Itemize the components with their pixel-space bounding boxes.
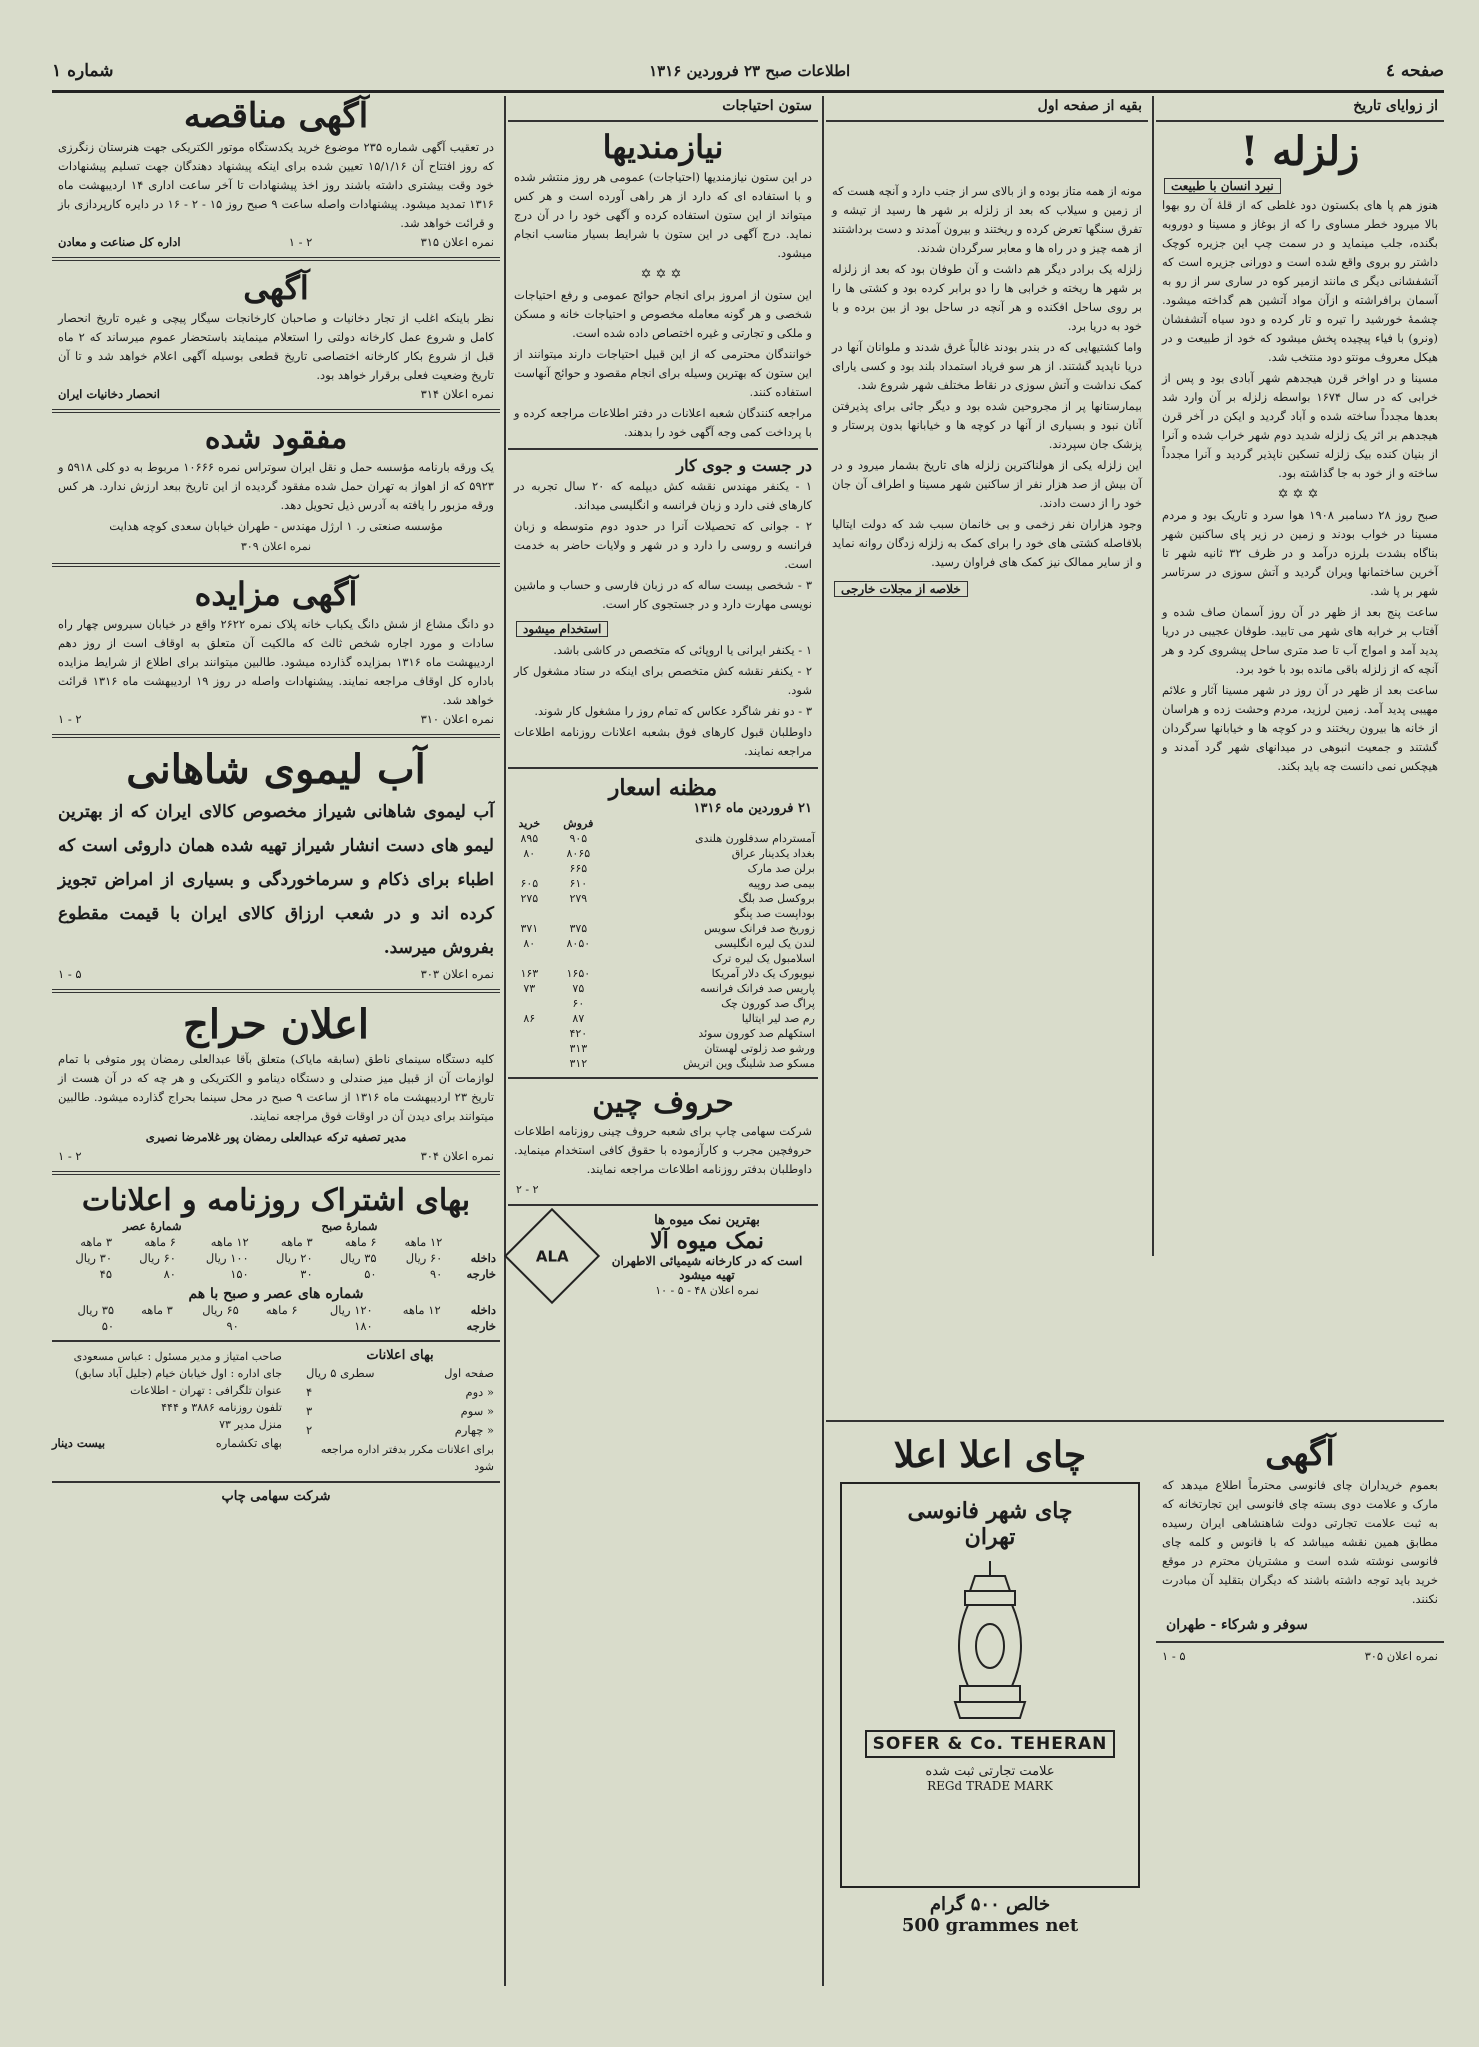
huruf-number: ۲ - ۲: [516, 1183, 539, 1196]
needs-paragraph: خوانندگان محترمی که از این قبیل احتیاجات دارند میتوانند از این ستون که بهترین وسیله برای انجام مقصود و حوائج آنهاست استفاده کنند.: [514, 347, 812, 399]
fx-buy: ۸۰: [523, 847, 536, 860]
needs-title: نیازمندیها: [602, 128, 724, 166]
ad3-address: مؤسسه صنعتی ر. ۱ ارژل مهندس - طهران خیابان سعدی کوچه هدایت: [109, 519, 443, 533]
price-cell: ۹۰: [430, 1267, 443, 1281]
price-cell: ۹۰: [226, 1319, 239, 1333]
price-cell: ۱۲۰ ریال: [329, 1303, 373, 1317]
price-cell: ۳۵ ریال: [77, 1303, 115, 1317]
ad6-number: نمره اعلان ۳۰۴: [420, 1149, 494, 1163]
fx-row: [508, 921, 818, 936]
reg-en: REGd TRADE MARK: [927, 1779, 1053, 1793]
article-paragraph: هنوز هم پا های بکستون دود غلطی که از قلهٔ آن رو بهوا بالا میرود خطر مساوی را که از بوغاز و مسینا و دوروبه بگنده، جلب مینماید و در سمت چپ این جزیره کوچک داشتر رو بروی واقع شده است و دورانی جزیره است که آتشفشانی دیگر ی مانند ازمیر کوه در ساری سر از رو به آسمان برافراشته و ازآن مواد آتشین هم گداخته میشود. چشمهٔ خورشید را تیره و تار کرده و دود سیاه آتشفشان (ونرو) با فیاء پیچیده پخش میشود که خود از طبیعت و در هیکل معروف مونتو دود منتخب شد.: [1162, 198, 1438, 364]
ad-price-page: « دوم: [465, 1385, 494, 1399]
price-cell: ۱۰۰ ریال: [205, 1251, 249, 1265]
article-paragraph: زلزله یک برادر دیگر هم داشت و آن طوفان بود که بعد از زلزله بر شهر ها ریخته و خرابی ها را دو برابر کرده بود و کشتی ها را بر روی ساحل افکنده و هر آنچه در ساحل بود از بین برده و با خود به دریا برد.: [832, 262, 1142, 333]
article-paragraph: وجود هزاران نفر زخمی و بی خانمان سبب شد که دولت ایتالیا بلافاصله کشتی های خود را برای کمک به زلزله زدگان روانه نماید و از سایر ممالک نیز کمک های فراوان رسید.: [832, 517, 1142, 569]
hire-item: ۳ - دو نفر شاگرد عکاس که تمام روز را مشغول کار شوند.: [534, 704, 812, 718]
fx-row: [508, 1011, 818, 1026]
fx-name: آمستردام سدفلورن هلندی: [694, 832, 815, 845]
fx-name: استکهلم صد کورون سوئد: [698, 1027, 815, 1040]
article-paragraph: بیمارستانها پر از مجروحین شده بود و دیگر جائی برای پذیرفتن آنان نبود و بسیاری از آنها در کوچه ها و خیابانها بدون پرستار و پزشک جان سپردند.: [832, 399, 1142, 451]
reg-fa: علامت تجارتی ثبت شده: [925, 1764, 1055, 1779]
separator-stars: ✡✡✡: [1277, 487, 1323, 502]
ad-price-value: سطری ۵ ریال: [306, 1366, 375, 1380]
publisher-phone: تلفون روزنامه ۳۸۸۶ و ۴۴۴: [161, 1401, 282, 1414]
fx-buy: ۳۷۱: [520, 922, 539, 935]
fx-buy: ۸۰: [523, 937, 536, 950]
both-table: [52, 1302, 500, 1334]
job-search-heading: در جست و جوی کار: [676, 456, 812, 475]
job-item: ۱ - یکنفر مهندس نقشه کش دیپلمه که ۲۰ سال تجربه در کارهای فنی دارد و زبان فرانسه و انگلیسی میداند.: [514, 479, 812, 512]
fx-name: بوداپست صد پنگو: [734, 907, 815, 920]
fx-buy: [508, 951, 551, 966]
column-divider: [1152, 96, 1154, 1256]
ad3-text: یک ورقه بارنامه مؤسسه حمل و نقل ایران سوتراس نمره ۱۰۶۶۶ مربوط به دو کلی ۵۹۱۸ و ۵۹۲۳ که از اهواز به تهران حمل شده مفقود گردیده از این تاریخ ببعد ارزش ندارد. هر کس ورقه مزبور را یافته به آدرس ذیل تحویل دهد.: [58, 460, 494, 512]
ala-title: نمک میوه آلا: [650, 1228, 764, 1254]
fx-name: پاریس صد فرانک فرانسه: [700, 982, 815, 995]
publisher-owner: صاحب امتیاز و مدیر مسئول : عباس مسعودی: [73, 1350, 282, 1363]
printer: شرکت سهامی چاپ: [221, 1489, 331, 1504]
fx-sell: ۶۱۰: [569, 877, 588, 890]
fx-sell-header: فروش: [563, 817, 594, 830]
fx-row: [508, 1041, 818, 1056]
column-divider: [504, 96, 506, 1986]
ad6-pages: ۲ - ۱: [58, 1149, 82, 1163]
publisher-telegraph: عنوان تلگرافی : تهران - اطلاعات: [130, 1384, 282, 1397]
hiring-heading: استخدام میشود: [516, 621, 608, 637]
article-paragraph: ساعت بعد از ظهر در آن روز در شهر مسینا آثار و علائم مهیبی پدید آمد. زمین لرزید، مردم وحشت زده و هراسان از خانه ها بیرون ریختند و در کوچه ها و خیابانها سرگردان گشتند و جمعیت انبوهی در میدانهای شهر گرد آمدند و هیچکس نمی دانست چه باید بکند.: [1162, 683, 1438, 773]
ad-price-page: « چهارم: [454, 1423, 494, 1437]
publisher-home-phone: منزل مدیر ۷۳: [219, 1418, 282, 1431]
ala-logo: ALA: [535, 1247, 569, 1265]
ala-ad: [508, 1212, 818, 1300]
evening-header: شمارهٔ عصر: [123, 1219, 182, 1233]
ad-number: نمره اعلان ۳۰۵: [1364, 1649, 1438, 1663]
chai-adv-title: آگهی: [1265, 1434, 1335, 1474]
ad1-pages: ۲ - ۱: [288, 235, 313, 249]
single-copy-price: بیست دینار: [52, 1436, 106, 1450]
ad4-number: نمره اعلان ۳۱۰: [420, 712, 494, 726]
fx-sell: ۶۰: [572, 997, 585, 1010]
fx-sell: ۱۶۵۰: [566, 967, 591, 980]
ad-price-value: ۲: [306, 1423, 313, 1437]
source-label: خلاصه از مجلات خارجی: [834, 581, 968, 597]
issue-number: شماره ۱: [52, 61, 114, 81]
row-label: خارجه: [466, 1267, 496, 1281]
chai-title: چای اعلا اعلا: [893, 1434, 1087, 1476]
fx-buy: [508, 906, 551, 921]
fx-name: نیویورک یک دلار آمریکا: [711, 967, 815, 980]
fx-name: مسکو صد شلینگ وین اتریش: [683, 1057, 815, 1070]
article-paragraph: مونه از همه متاز بوده و از بالای سر از جنب دارد و آنچه هست که از زمین و سیلاب که بعد از زلزله بر شهر ها رسید از تیشه و تفرق سنگها تعرض کرده و ریختند و بیرون آمدند و دست برداشتند از همه چیز و در راه ها و معابر سرگردان شدند.: [832, 184, 1142, 255]
sofer-brand: SOFER & Co. TEHERAN: [865, 1730, 1116, 1758]
issue-date: اطلاعات صبح ۲۳ فروردین ۱۳۱۶: [649, 62, 851, 80]
fx-buy: [508, 1041, 551, 1056]
fx-sell: [551, 951, 606, 966]
fx-sell: ۳۷۵: [569, 922, 588, 935]
section-label: از زوایای تاریخ: [1353, 98, 1438, 114]
fx-sell: ۳۱۳: [569, 1042, 588, 1055]
ad2-title: آگهی: [243, 269, 309, 307]
fx-sell: ۳۱۲: [569, 1057, 588, 1070]
ad-price-value: ۳: [306, 1404, 313, 1418]
price-cell: ۱۵۰: [230, 1267, 249, 1281]
fx-row: [508, 831, 818, 846]
fx-sell: ۸۰۵۰: [566, 937, 591, 950]
fx-row: [508, 1026, 818, 1041]
fx-name: ورشو صد زلوتی لهستان: [704, 1042, 815, 1055]
ad3-title: مفقود شده: [204, 421, 348, 456]
ad-price-page: « سوم: [460, 1404, 494, 1418]
fx-buy: [508, 1056, 551, 1071]
fx-sell: ۹۰۵: [569, 832, 588, 845]
ad2-number: نمره اعلان ۳۱۴: [420, 387, 494, 401]
ad-pages: ۵ - ۱: [1162, 1649, 1186, 1663]
column-divider: [822, 96, 824, 1986]
needs-column: [508, 96, 818, 1300]
ad3-number: نمره اعلان ۳۰۹: [240, 540, 312, 553]
fx-sell: [551, 906, 606, 921]
ad6-sign: مدیر تصفیه ترکه عبدالعلی رمضان پور غلامرضا نصیری: [145, 1130, 407, 1144]
ad4-pages: ۲ - ۱: [58, 712, 82, 726]
hire-item: داوطلبان قبول کارهای فوق بشعبه اعلانات روزنامه اطلاعات مراجعه نمایند.: [514, 725, 812, 758]
fx-row: [508, 861, 818, 876]
ads-column: [52, 96, 500, 1504]
chai-label: [840, 1482, 1140, 1888]
period-label: ۶ ماهه: [344, 1235, 377, 1249]
huruf-title: حروف چین: [592, 1085, 734, 1120]
fx-sell: ۴۲۰: [569, 1027, 588, 1040]
ad1-number: نمره اعلان ۳۱۵: [420, 235, 494, 249]
fx-name: بروکسل صد بلگ: [738, 892, 815, 905]
fx-buy-header: خرید: [518, 817, 541, 830]
ad6-title: اعلان حراج: [183, 1001, 369, 1048]
period-label: ۳ ماهه: [280, 1235, 313, 1249]
fx-date: ۲۱ فروردین ماه ۱۳۱۶: [693, 801, 812, 816]
fx-sell: ۲۷۹: [569, 892, 588, 905]
ad5-text: آب لیموی شاهانی شیراز مخصوص کالای ایران که از بهترین لیمو های دست انشار شیراز تهیه شده همان داروئی است که اطباء برای ذکام و سرماخوردگی و بسیاری از امراض تجویز کرده اند و در شعب ارزاق کالای ایران با قیمت مقطوع بفروش میرسد.: [58, 802, 494, 958]
fx-title: مظنه اسعار: [608, 775, 718, 801]
ad5-title: آب لیموی شاهانی: [126, 746, 426, 793]
fx-name: پراگ صد کورون چک: [721, 997, 815, 1010]
ala-logo-icon: [504, 1208, 600, 1304]
chai-adv-sign: سوفر و شرکاء - طهران: [1166, 1617, 1308, 1633]
history-column: [1156, 96, 1444, 778]
ad1-title: آگهی مناقصه: [183, 96, 369, 136]
fx-name: بغداد یکدینار عراق: [731, 847, 815, 860]
needs-paragraph: این ستون از امروز برای انجام حوائج عمومی و رفع احتیاجات شخصی و هر گونه معامله مخصوص و احتیاجات خانه و مسکن و ملکی و تجارتی و غیره اختصاص داده شده است.: [514, 288, 812, 340]
fx-row: [508, 951, 818, 966]
article-paragraph: ساعت پنج بعد از ظهر در آن روز آسمان صاف شده و آفتاب بر خرابه های شهر می تابید. طوفان عجیبی در دریا پدید آمد و امواج آب تا صد متری ساحل پیشروی کرد و هر آنچه که از زلزله باقی مانده بود با خود برد.: [1162, 605, 1438, 676]
fx-row: [508, 876, 818, 891]
article-title: زلزله !: [1240, 128, 1360, 175]
price-cell: ۵۰: [364, 1267, 377, 1281]
fx-row: [508, 981, 818, 996]
ad-price-box: [300, 1348, 500, 1475]
ad6-text: کلیه دستگاه سینمای ناطق (سابقه مایاک) متعلق بآقا عبدالعلی رمضان پور متوفی با تمام لوازمات آن از قبیل میز صندلی و دستگاه دینامو و الکتریکی و هر چه که در آن هست از تاریخ ۲۳ اردیبهشت ماه ۱۳۱۶ از ساعت ۹ صبح در محل سینما بحراج گذارده میشود. طالبین میتوانند برای دیدن آن در اوقات فوق مراجعه نمایند.: [58, 1052, 494, 1123]
period-label: ۶ ماهه: [265, 1303, 298, 1317]
ad2-sign: انحصار دخانیات ایران: [58, 387, 160, 401]
price-cell: ۸۰: [163, 1267, 176, 1281]
price-cell: ۳۰ ریال: [75, 1251, 112, 1265]
job-item: ۳ - شخصی بیست ساله که در زبان فارسی و حساب و ماشین نویسی مهارت دارد و در جستجوی کار است.: [514, 578, 812, 611]
price-cell: ۳۵ ریال: [339, 1251, 377, 1265]
article-paragraph: صبح روز ۲۸ دسامبر ۱۹۰۸ هوا سرد و تاریک بود و مردم مسینا در خواب بودند و زمین در زیر پای ساکنین شهر بناگاه بشدت بلرزه درآمد و در ظرف ۳۲ ثانیه شهر تا آخرین ساختمانها ویران گردید و آتش سوزی در سرتاسر شهر بر پا شد.: [1162, 508, 1439, 598]
job-item: ۲ - جوانی که تحصیلات آنرا در حدود دوم متوسطه و زبان فرانسه و روسی را دارد و در شهر و ولایات حاضر به خدمت است.: [514, 519, 812, 571]
fx-name: لندن یک لیره انگلیسی: [714, 937, 815, 950]
subscription-table: [52, 1218, 500, 1282]
publisher-info: [52, 1348, 282, 1475]
morning-header: شمارهٔ صبح: [321, 1219, 378, 1233]
chai-adv-text: بعموم خریداران چای فانوسی محترماً اطلاع میدهد که مارک و علامت دوی بسته چای فانوسی این تجارتخانه که به ثبت علامت تجارتی دولت شاهنشاهی ایران رسیده مطابق همین نقشه میباشد که با فانوس و کلمه چای فانوسی نوشته شده است و مشتریان محترم در موقع خرید باید توجه داشته باشند که دیگران بتقلید آن مبادرت نکنند.: [1162, 1478, 1438, 1606]
needs-paragraph: در این ستون نیازمندیها (احتیاجات) عمومی هر روز منتشر شده و با استفاده ای که دارد از هر راهی آورده است و هر کس میتواند از این ستون استفاده کرده و آگهی خود را در آن درج نماید. درج آگهی در این ستون با شرایط بسیار مناسب انجام میشود.: [514, 170, 812, 260]
fx-name: اسلامبول یک لیره ترک: [712, 952, 815, 965]
needs-paragraph: مراجعه کنندگان شعبه اعلانات در دفتر اطلاعات مراجعه کرده و با پرداخت کمی وجه آگهی خود را بدهند.: [514, 406, 812, 439]
ad4-title: آگهی مزایده: [194, 575, 358, 613]
fx-sell: ۷۵: [572, 982, 585, 995]
fx-name: بیمی صد روپیه: [748, 877, 815, 890]
article-subtitle: نبرد انسان با طبیعت: [1164, 178, 1281, 194]
section-label: ستون احتیاجات: [722, 98, 812, 114]
row-label: خارجه: [466, 1319, 496, 1333]
lantern-icon: [930, 1556, 1050, 1726]
price-cell: ۱۸۰: [354, 1319, 373, 1333]
fx-sell: ۸۰۶۵: [566, 847, 591, 860]
period-label: ۶ ماهه: [144, 1235, 176, 1249]
fx-row: [508, 996, 818, 1011]
separator-stars: ✡✡✡: [640, 267, 686, 282]
period-label: ۳ ماهه: [141, 1303, 173, 1317]
fx-row: [508, 906, 818, 921]
fx-sell: ۶۶۵: [569, 862, 588, 875]
price-cell: ۶۰ ریال: [139, 1251, 176, 1265]
ad5-number: نمره اعلان ۳۰۳: [420, 967, 494, 981]
ad5-pages: ۵ - ۱: [58, 967, 82, 981]
row-label: داخله: [470, 1303, 496, 1317]
article-paragraph: این زلزله یکی از هولناکترین زلزله های تاریخ بشمار میرود و در آن بیش از صد هزار نفر از ساکنین شهر مسینا و اطراف آن جان خود را از دست دادند.: [832, 458, 1142, 510]
period-label: ۳ ماهه: [80, 1235, 112, 1249]
ad2-text: نظر باینکه اغلب از تجار دخانیات و صاحبان کارخانجات سیگار پیچی و غیره تاریخ انحصار کامل و شروع عمل کارخانه دولتی را استعلام مینمایند باستحضار عموم میرساند که ۲ ماه قبل از شروع بکار کارخانه اختصاصی تاریخ قطعی بوسیله آگهی اعلام خواهد شد و تا آن تاریخ وضعیت فعلی برقرار خواهد بود.: [58, 311, 494, 382]
fx-row: [508, 1056, 818, 1071]
fx-name: زوریخ صد فرانک سویس: [704, 922, 815, 935]
ad1-text: در تعقیب آگهی شماره ۲۳۵ موضوع خرید یکدستگاه موتور الکتریکی جهت هنرستان زنگرزی که روز افتتاح آن ۱۵/۱/۱۶ تعیین شده برای اینکه پیشنهاد دهندگان جهت تسلیم پیشنهادات خود وقت بیشتری داشته باشند روز اخذ پیشنهادات تا آخر ساعت اداری ۱۴ اردیبهشت ماه ۱۳۱۶ تمدید میشود. پیشنهادات واصله ساعت ۹ صبح روز ۱۵ - ۲ - ۱۶ در دایره کارپردازی باز و قرائت خواهد شد.: [58, 140, 495, 230]
fx-buy: ۸۹۵: [520, 832, 539, 845]
ala-text: است که در کارخانه شیمیائی الاطهران تهیه میشود: [611, 1254, 803, 1282]
fx-buy: ۶۰۵: [520, 877, 539, 890]
both-header: شماره های عصر و صبح با هم: [188, 1286, 364, 1302]
fx-table: [508, 816, 818, 1071]
masthead: [52, 52, 1444, 93]
price-cell: ۶۰ ریال: [405, 1251, 443, 1265]
chai-label-top: چای شهر فانوسی: [907, 1498, 1073, 1524]
period-label: ۱۲ ماهه: [404, 1235, 443, 1249]
fx-row: [508, 966, 818, 981]
continued-column: [826, 96, 1148, 603]
fx-buy: [508, 1026, 551, 1041]
fx-buy: ۲۷۵: [520, 892, 539, 905]
fx-buy: [508, 996, 551, 1011]
ala-number: نمره اعلان ۴۸ - ۵ - ۱۰: [655, 1284, 759, 1297]
huruf-text: شرکت سهامی چاپ برای شعبه حروف چینی روزنامه اطلاعات حروفچین مجرب و کارآزموده با حقوق کافی استخدام مینماید. داوطلبان بدفتر روزنامه اطلاعات مراجعه نمایند.: [514, 1124, 812, 1176]
price-cell: ۲۰ ریال: [276, 1251, 313, 1265]
fx-buy: ۸۶: [523, 1012, 536, 1025]
hire-item: ۱ - یکنفر ایرانی یا اروپائی که متخصص در کاشی باشد.: [553, 643, 812, 657]
fx-name: رم صد لیر ایتالیا: [741, 1012, 815, 1025]
article-paragraph: واما کشتیهایی که در بندر بودند غالباً غرق شدند و ملوانان آنها در دریا ناپدید گشتند. از هر سو فریاد استمداد بلند بود و کسی یارای کمک نداشت و آتش سوزی در نقاط مختلف شهر شروع شد.: [832, 340, 1142, 392]
period-label: ۱۲ ماهه: [402, 1303, 441, 1317]
single-copy-label: بهای تکشماره: [215, 1436, 282, 1450]
ad4-text: دو دانگ مشاع از شش دانگ یکباب خانه پلاک نمره ۲۶۲۲ واقع در خیابان سیروس چهار راه سادات و مورد اجاره شخص ثالث که مالکیت آن متعلق به اوقاف است از روز دهم اردیبهشت ماه ۱۳۱۶ بمزایده گذارده میشود. طالبین میتوانند برای اطلاع از شرایط مزایده باداره کل اوقاف مراجعه نمایند. پیشنهادات واصله در روز ۱۹ اردیبهشت ماه ۱۳۱۶ قرائت خواهد شد.: [58, 617, 494, 707]
fx-row: [508, 846, 818, 861]
ad-price-title: بهای اعلانات: [366, 1348, 434, 1363]
fx-buy: ۷۳: [523, 982, 536, 995]
ad-price-page: صفحه اول: [444, 1366, 494, 1380]
row-label: داخله: [470, 1251, 496, 1265]
ad-price-value: ۴: [306, 1385, 313, 1399]
chai-ad: [826, 1420, 1444, 1982]
price-cell: ۵۰: [101, 1319, 115, 1333]
hire-item: ۲ - یکنفر نقشه کش متخصص برای اینکه در ستاد مشغول کار شود.: [514, 664, 812, 697]
price-cell: ۶۵ ریال: [202, 1303, 239, 1317]
fx-buy: [508, 861, 551, 876]
ad-price-note: برای اعلانات مکرر بدفتر اداره مراجعه شود: [320, 1443, 494, 1473]
fx-row: [508, 891, 818, 906]
publisher-address: جای اداره : اول خیابان خیام (جلیل آباد سابق): [75, 1367, 282, 1380]
ad1-sign: اداره کل صناعت و معادن: [58, 235, 181, 249]
page-number: صفحه ٤: [1385, 61, 1444, 81]
section-label: بقیه از صفحه اول: [1037, 98, 1142, 114]
price-cell: ۴۵: [99, 1267, 112, 1281]
article-paragraph: مسینا و در اواخر قرن هیجدهم شهر آبادی بود و پس از خرابی که در سال ۱۶۷۴ بواسطه زلزله بر آن وارد شد بعدها مجدداً ساخته شده و آباد گردید و ایکن در آخر قرن هیجدهم بر اثر یک زلزله شدید دوم شهر خراب شده و آنرا از بنیان کنده بیک زلزله تسکین ناپذیر گردید و آنرا مجدداً ساخته و از خود به جا گذاشته بود.: [1162, 371, 1438, 480]
fx-row: [508, 936, 818, 951]
fx-sell: ۸۷: [572, 1012, 585, 1025]
fx-name: برلن صد مارک: [747, 862, 815, 875]
period-label: ۱۲ ماهه: [210, 1235, 249, 1249]
subscription-title: بهای اشتراک روزنامه و اعلانات: [81, 1183, 471, 1218]
price-cell: ۳۰: [300, 1267, 313, 1281]
weight-fa: خالص ۵۰۰ گرام: [929, 1894, 1051, 1915]
ala-top: بهترین نمک میوه ها: [654, 1213, 760, 1228]
chai-label-city: تهران: [964, 1524, 1016, 1550]
fx-buy: ۱۶۳: [520, 967, 539, 980]
weight-en: 500 grammes net: [901, 1915, 1079, 1936]
